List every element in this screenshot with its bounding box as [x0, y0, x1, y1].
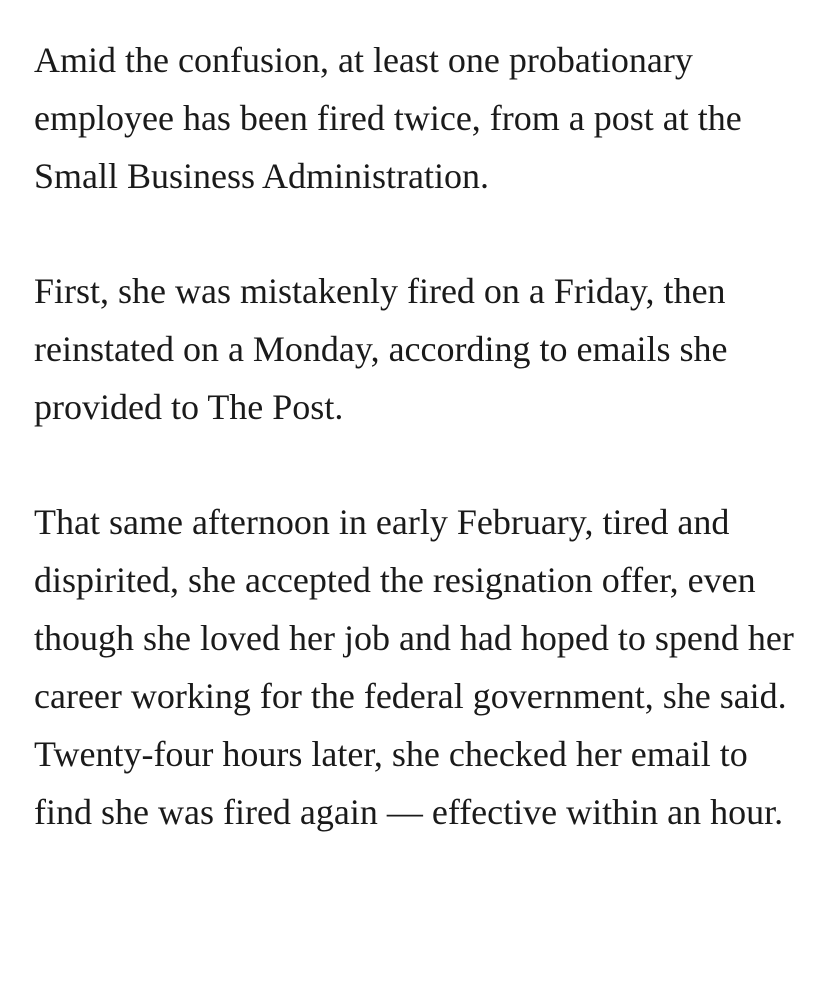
article-paragraph-2: First, she was mistakenly fired on a Friday, then reinstated on a Monday, according to emails she provided to The Post.: [34, 271, 728, 427]
article-paragraph-1: Amid the confusion, at least one probationary employee has been fired twice, from a post at the Small Business Administration.: [34, 40, 742, 196]
article-paragraph-3: That same afternoon in early February, tired and dispirited, she accepted the resignation offer, even though she loved her job and had hoped to spend her career working for the federal government, she said. Twenty-four hours later, she checked her email to find she was fired again — effective within an hour.: [34, 502, 794, 832]
article-body: [34, 31, 804, 841]
